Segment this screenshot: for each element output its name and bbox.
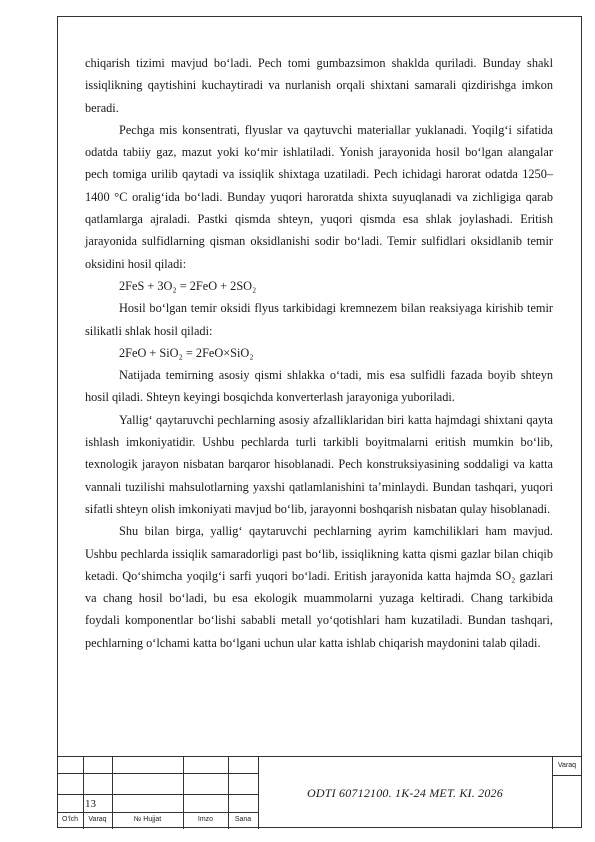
paragraph: chiqarish tizimi mavjud bo‘ladi. Pech tomi gumbazsimon shaklda quriladi. Bunday shakl issiqlikning qaytishini kuchaytiradi va nurlanish orqali shixtani samarali qizdirishga imkon beradi. bbox=[85, 56, 553, 115]
document-body bbox=[85, 52, 553, 654]
col-olch: O‘lch bbox=[62, 816, 78, 823]
chemical-equation: 2FeS + 3O₂ = 2FeO + 2SO₂ bbox=[119, 278, 257, 293]
sheet-label: Varaq bbox=[557, 762, 577, 769]
col-varaq: Varaq bbox=[88, 816, 107, 823]
paragraph: Shu bilan birga, yallig‘ qaytaruvchi pechlarning ayrim kamchiliklari ham mavjud. Ushbu pechlarda issiqlik samaradorligi past bo‘lib, issiqlikning katta qismi gazlar bilan chiqib ketadi. Qo‘shimcha yoqilg‘i sarfi yuqori bo‘ladi. Eritish jarayonida katta hajmda SO₂ gazlari va chang hosil bo‘ladi, bu esa ekologik muammolarni yuzaga keltiradi. Chang tarkibida foydali komponentlar bo‘lishi sababli metall yo‘qotishlari ham kuzatiladi. Bundan tashqari, pechlarning o‘lchami katta bo‘lgani uchun ular katta ishlab chiqarish maydonini talab qiladi. bbox=[85, 524, 553, 650]
paragraph: Yallig‘ qaytaruvchi pechlarning asosiy afzalliklaridan biri katta hajmdagi shixtani qayta ishlash imkoniyatidir. Ushbu pechlarda turli tarkibli boyitmalarni eritish mumkin bo‘lib, texnologik jarayon nisbatan barqaror hisoblanadi. Pech konstruksiyasining soddaligi va katta vannali tuzilishi mahsulotlarning yaxshi qatlamlanishini ta’minlaydi. Bundan tashqari, yuqori sifatli shteyn olish imkoniyati mavjud bo‘lib, jarayonni boshqarish nisbatan qulay hisoblanadi. bbox=[85, 412, 553, 516]
paragraph: Hosil bo‘lgan temir oksidi flyus tarkibidagi kremnezem bilan reaksiyaga kirishib temir silikatli shlak hosil qiladi: bbox=[85, 301, 553, 338]
col-imzo: Imzo bbox=[197, 816, 214, 823]
title-block bbox=[57, 756, 582, 828]
paragraph: Pechga mis konsentrati, flyuslar va qaytuvchi materiallar yuklanadi. Yoqilg‘i sifatida odatda tabiiy gaz, mazut yoki ko‘mir ishlatiladi. Yonish jarayonida hosil bo‘lgan alangalar pech tomiga urilib qaytadi va issiqlik shixtaga uzatiladi. Pech ichidagi harorat odatda 1250–1400 °C oralig‘ida bo‘ladi. Bunday yuqori haroratda shixta suyuqlanadi va zichligiga qarab qatlamlarga ajraladi. Pastki qismda shteyn, yuqori qismda esa shlak joylashadi. Eritish jarayonida sulfidlarning qisman oksidlanishi sodir bo‘ladi. Temir sulfidlari oksidlanib temir oksidini hosil qiladi: bbox=[85, 122, 553, 271]
paragraph: Natijada temirning asosiy qismi shlakka o‘tadi, mis esa sulfidli fazada boyib shteyn hosil qiladi. Shteyn keyingi bosqichda konverterlash jarayoniga yuboriladi. bbox=[85, 368, 553, 405]
col-hujjat: № Hujjat bbox=[133, 816, 162, 823]
chemical-equation: 2FeO + SiO₂ = 2FeO×SiO₂ bbox=[119, 345, 254, 360]
document-code: ODTI 60712100. 1K-24 MET. KI. 2026 bbox=[307, 785, 503, 800]
col-sana: Sana bbox=[234, 816, 252, 823]
sheet-number: 13 bbox=[85, 798, 96, 810]
